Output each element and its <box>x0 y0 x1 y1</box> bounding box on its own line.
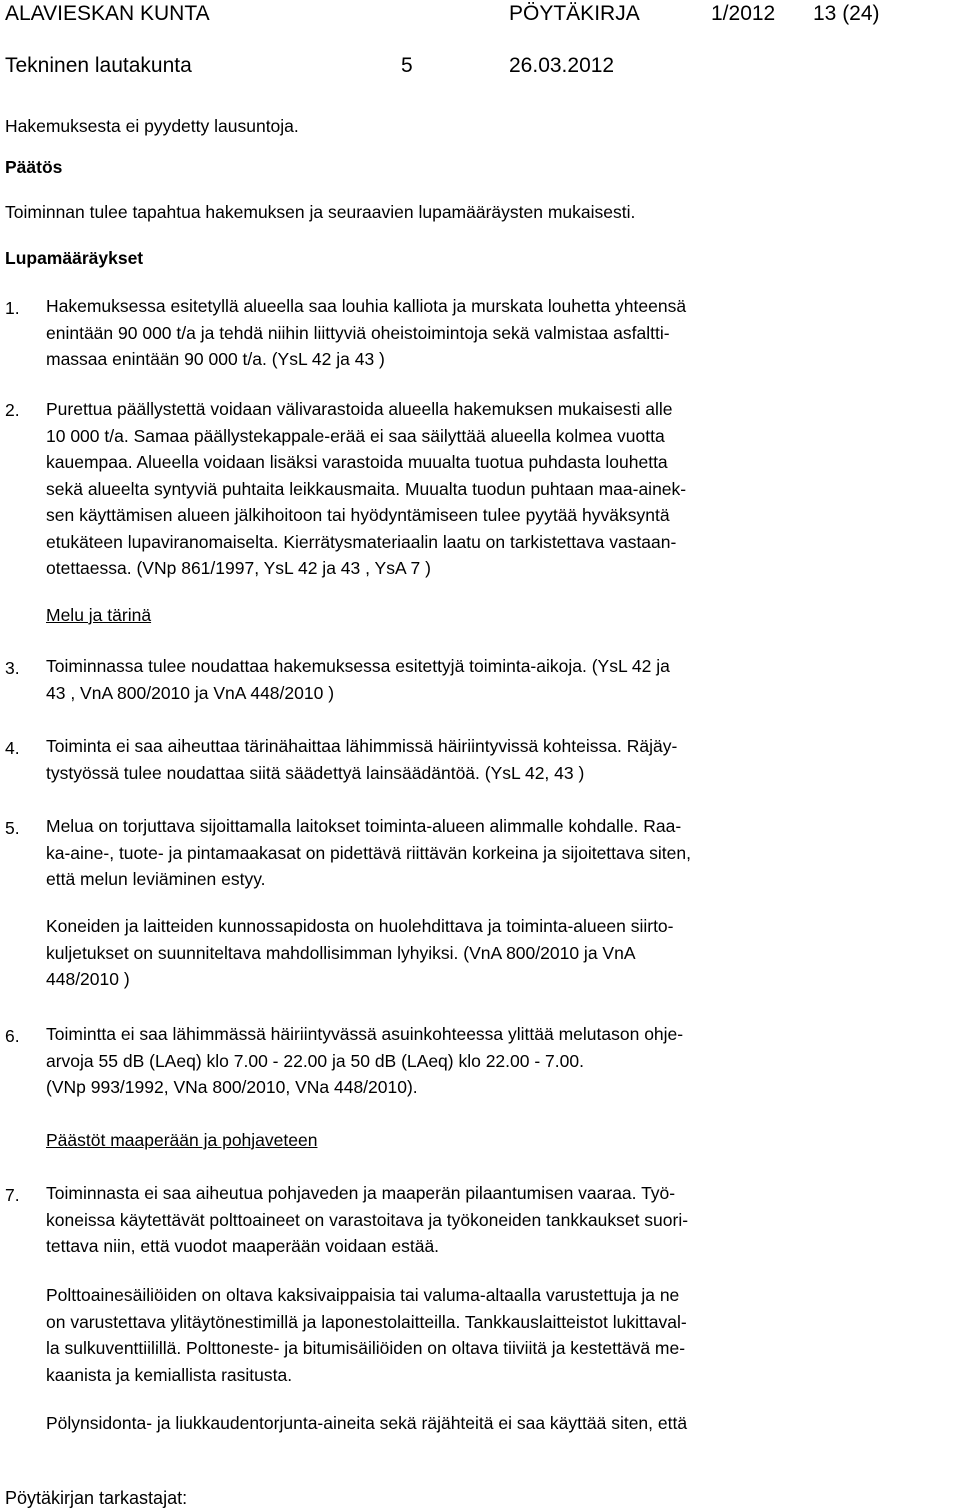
noise-subheading: Melu ja tärinä <box>46 605 152 625</box>
item-line: Toiminta ei saa aiheuttaa tärinähaittaa lähimmissä häiriintyvissä kohteissa. Räjäy- <box>46 736 678 756</box>
item-number: 7. <box>5 1185 20 1205</box>
item-line: Pölynsidonta- ja liukkaudentorjunta-aineita sekä räjähteitä ei saa käyttää siten, että <box>46 1413 688 1433</box>
item-line: Toiminnasta ei saa aiheutua pohjaveden ja maaperän pilaantumisen vaaraa. Työ- <box>46 1183 676 1203</box>
item-line: 43 , VnA 800/2010 ja VnA 448/2010 ) <box>46 682 335 703</box>
section-number: 5 <box>401 54 413 77</box>
regulation-item-3 <box>46 653 946 706</box>
item-line: ka-aine-, tuote- ja pintamaakasat on pidettävä riittävän korkeina ja sijoitettava siten, <box>46 842 691 863</box>
page-number: 13 (24) <box>813 2 880 25</box>
item-line: sen käyttämisen alueen jälkihoitoon tai hyödyntämiseen tulee pyytää hyväksyntä <box>46 505 670 525</box>
regulation-item-4 <box>46 733 946 786</box>
regulation-item-7-final <box>46 1410 946 1437</box>
regulation-item-7-continued <box>46 1282 946 1388</box>
item-line: tystyössä tulee noudattaa siitä säädettyä lainsäädäntöä. (YsL 42, 43 ) <box>46 762 585 783</box>
item-line: Koneiden ja laitteiden kunnossapidosta on huolehdittava ja toiminta-alueen siirto- <box>46 916 674 936</box>
regulation-item-5 <box>46 813 946 893</box>
municipality-name: ALAVIESKAN KUNTA <box>5 2 210 25</box>
item-line: Toimintta ei saa lähimmässä häiriintyvässä asuinkohteessa ylittää melutason ohje- <box>46 1024 684 1044</box>
meeting-date: 26.03.2012 <box>509 54 615 77</box>
item-number: 4. <box>5 738 20 758</box>
regulation-item-1 <box>46 293 946 373</box>
board-name: Tekninen lautakunta <box>5 54 192 77</box>
emissions-subheading: Päästöt maaperään ja pohjaveteen <box>46 1130 318 1150</box>
item-line: Melua on torjuttava sijoittamalla laitokset toiminta-alueen alimmalle kohdalle. Raa- <box>46 816 682 836</box>
item-number: 3. <box>5 658 20 678</box>
document-number: 1/2012 <box>711 2 776 25</box>
item-line: on varustettava ylitäytönestimillä ja laponestolaitteilla. Tankkauslaitteistot lukittaval- <box>46 1311 687 1332</box>
regulation-item-5-continued <box>46 913 946 993</box>
item-line: Purettua päällystettä voidaan välivarastoida alueella hakemuksen mukaisesti alle <box>46 399 673 419</box>
item-line: Hakemuksessa esitetyllä alueella saa louhia kalliota ja murskata louhetta yhteensä <box>46 296 687 316</box>
item-line: 448/2010 ) <box>46 969 130 989</box>
item-line: otettaessa. (VNp 861/1997, YsL 42 ja 43 , YsA 7 ) <box>46 558 431 578</box>
item-line: Toiminnassa tulee noudattaa hakemuksessa esitettyjä toiminta-aikoja. (YsL 42 ja <box>46 656 670 676</box>
item-line: arvoja 55 dB (LAeq) klo 7.00 - 22.00 ja 50 dB (LAeq) klo 22.00 - 7.00. <box>46 1050 584 1071</box>
item-line: la sulkuventtiilillä. Polttoneste- ja bitumisäiliöiden on oltava tiiviitä ja kestettävä me- <box>46 1338 686 1358</box>
item-line: sekä alueelta syntyviä puhtaita leikkausmaita. Muualta tuodun puhtaan maa-ainek- <box>46 478 687 499</box>
item-line: enintään 90 000 t/a ja tehdä niihin liittyviä oheistoimintoja sekä valmistaa asfaltti- <box>46 322 670 343</box>
item-line: (VNp 993/1992, VNa 800/2010, VNa 448/2010). <box>46 1077 418 1097</box>
no-statements-text: Hakemuksesta ei pyydetty lausuntoja. <box>5 116 299 136</box>
item-line: massaa enintään 90 000 t/a. (YsL 42 ja 43 ) <box>46 349 385 369</box>
decision-heading: Päätös <box>5 157 63 177</box>
decision-text: Toiminnan tulee tapahtua hakemuksen ja seuraavien lupamääräysten mukaisesti. <box>5 202 636 222</box>
document-type: PÖYTÄKIRJA <box>509 2 640 25</box>
item-line: että melun leviäminen estyy. <box>46 869 266 889</box>
item-line: etukäteen lupaviranomaiselta. Kierrätysmateriaalin laatu on tarkistettava vastaan- <box>46 531 677 552</box>
item-line: koneissa käytettävät polttoaineet on varastoitava ja työkoneiden tankkaukset suori- <box>46 1209 689 1230</box>
regulation-item-7 <box>46 1180 946 1260</box>
item-line: Polttoainesäiliöiden on oltava kaksivaippaisia tai valuma-altaalla varustettuja ja ne <box>46 1285 680 1305</box>
regulation-item-2 <box>46 396 946 582</box>
item-line: kaanista ja kemiallista rasitusta. <box>46 1364 293 1385</box>
regulation-item-6 <box>46 1021 946 1101</box>
item-line: kuljetukset on suunniteltava mahdollisimman lyhyiksi. (VnA 800/2010 ja VnA <box>46 942 636 963</box>
item-number: 6. <box>5 1026 20 1046</box>
item-line: 10 000 t/a. Samaa päällystekappale-erää ei saa säilyttää alueella kolmea vuotta <box>46 425 665 446</box>
regulations-heading: Lupamääräykset <box>5 248 144 268</box>
item-number: 5. <box>5 818 20 838</box>
reviewers-label: Pöytäkirjan tarkastajat: <box>5 1488 188 1508</box>
item-line: kauempaa. Alueella voidaan lisäksi varastoida muualta tuotua puhdasta louhetta <box>46 452 668 472</box>
item-number: 2. <box>5 400 20 420</box>
item-number: 1. <box>5 298 20 318</box>
item-line: tettava niin, että vuodot maaperään voidaan estää. <box>46 1236 440 1256</box>
